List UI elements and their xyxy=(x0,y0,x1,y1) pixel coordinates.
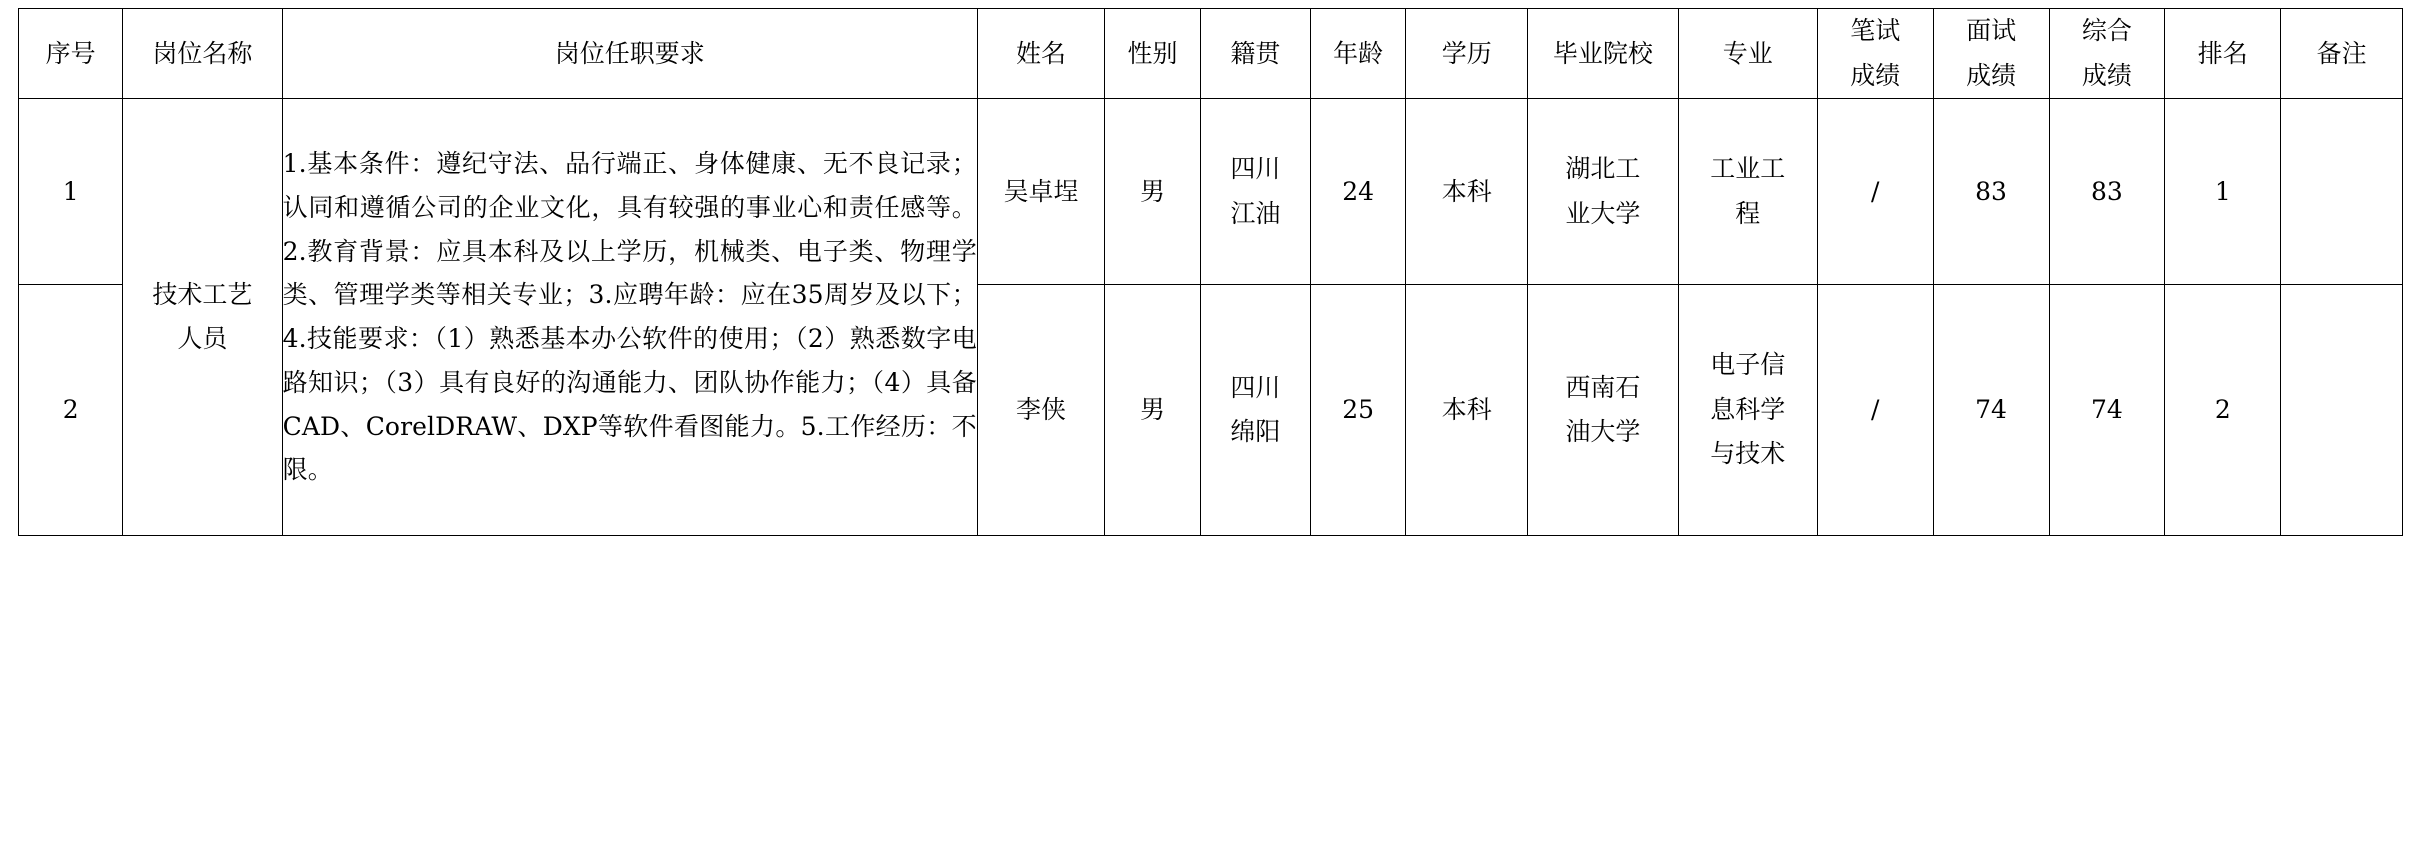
cell-remark xyxy=(2281,285,2403,536)
cell-sex: 男 xyxy=(1105,285,1201,536)
table-row xyxy=(19,99,2403,285)
cell-written-score: / xyxy=(1817,99,1933,285)
column-header-total-score-line2: 成绩 xyxy=(2081,60,2132,90)
cell-candidate-name: 吴卓埕 xyxy=(977,99,1104,285)
cell-school-line1: 湖北工 xyxy=(1565,154,1641,183)
column-header-seq: 序号 xyxy=(19,9,123,99)
cell-rank: 1 xyxy=(2165,99,2281,285)
column-header-interview-score xyxy=(1933,9,2049,99)
column-header-written-score-line2: 成绩 xyxy=(1850,60,1901,90)
column-header-remark: 备注 xyxy=(2281,9,2403,99)
column-header-sex: 性别 xyxy=(1105,9,1201,99)
cell-seq: 1 xyxy=(19,99,123,285)
column-header-post: 岗位名称 xyxy=(123,9,282,99)
cell-major-line3: 与技术 xyxy=(1710,439,1786,469)
column-header-written-score xyxy=(1817,9,1933,99)
cell-school-line2: 油大学 xyxy=(1565,417,1641,446)
cell-age: 25 xyxy=(1310,285,1406,536)
cell-native-place-line1: 四川 xyxy=(1230,154,1281,183)
cell-post-name-line1: 技术工艺 xyxy=(152,279,253,309)
cell-major xyxy=(1678,285,1817,536)
cell-major-line2: 程 xyxy=(1735,198,1761,228)
column-header-written-score-line1: 笔试 xyxy=(1850,16,1901,45)
cell-school xyxy=(1528,99,1679,285)
cell-major-line2: 息科学 xyxy=(1710,394,1786,424)
column-header-total-score-line1: 综合 xyxy=(2081,16,2132,45)
cell-education: 本科 xyxy=(1406,99,1528,285)
cell-interview-score: 83 xyxy=(1933,99,2049,285)
cell-rank: 2 xyxy=(2165,285,2281,536)
column-header-school: 毕业院校 xyxy=(1528,9,1679,99)
cell-native-place xyxy=(1200,285,1310,536)
cell-candidate-name: 李侠 xyxy=(977,285,1104,536)
cell-total-score: 74 xyxy=(2049,285,2165,536)
column-header-name: 姓名 xyxy=(977,9,1104,99)
cell-written-score: / xyxy=(1817,285,1933,536)
cell-job-requirement xyxy=(282,99,977,536)
cell-total-score: 83 xyxy=(2049,99,2165,285)
column-header-rank: 排名 xyxy=(2165,9,2281,99)
cell-education: 本科 xyxy=(1406,285,1528,536)
cell-post-name-line2: 人员 xyxy=(177,324,228,353)
column-header-education: 学历 xyxy=(1406,9,1528,99)
cell-seq: 2 xyxy=(19,285,123,536)
cell-major-line1: 电子信 xyxy=(1710,350,1786,380)
cell-native-place-line2: 绵阳 xyxy=(1230,417,1281,446)
cell-school xyxy=(1528,285,1679,536)
cell-post-name xyxy=(123,99,282,536)
cell-school-line2: 业大学 xyxy=(1565,198,1641,228)
column-header-native-place: 籍贯 xyxy=(1200,9,1310,99)
cell-major-line1: 工业工 xyxy=(1710,154,1786,183)
cell-sex: 男 xyxy=(1105,99,1201,285)
candidate-results-table xyxy=(18,8,2403,536)
column-header-total-score xyxy=(2049,9,2165,99)
cell-school-line1: 西南石 xyxy=(1565,372,1641,402)
job-requirement-text: 1.基本条件：遵纪守法、品行端正、身体健康、无不良记录；认同和遵循公司的企业文化，具有较强的事业心和责任感等。2.教育背景：应具本科及以上学历，机械类、电子类、物理学类、管理学类等相关专业；3.应聘年龄：应在35周岁及以下； 4.技能要求：（1）熟悉基本办公软件的使用；（2）熟悉数字电路知识；（3）具有良好的沟通能力、团队协作能力；（4）具备CAD、CorelDRAW、DXP等软件看图能力。5.工作经历：不限。 xyxy=(282,149,977,485)
column-header-major: 专业 xyxy=(1678,9,1817,99)
cell-major xyxy=(1678,99,1817,285)
cell-native-place-line1: 四川 xyxy=(1230,372,1281,402)
cell-age: 24 xyxy=(1310,99,1406,285)
column-header-interview-score-line2: 成绩 xyxy=(1966,60,2017,90)
table-header-row xyxy=(19,9,2403,99)
column-header-interview-score-line1: 面试 xyxy=(1966,16,2017,45)
cell-remark xyxy=(2281,99,2403,285)
cell-interview-score: 74 xyxy=(1933,285,2049,536)
document-page xyxy=(0,8,2423,842)
cell-native-place-line2: 江油 xyxy=(1230,198,1281,228)
cell-native-place xyxy=(1200,99,1310,285)
column-header-age: 年龄 xyxy=(1310,9,1406,99)
column-header-requirement: 岗位任职要求 xyxy=(282,9,977,99)
